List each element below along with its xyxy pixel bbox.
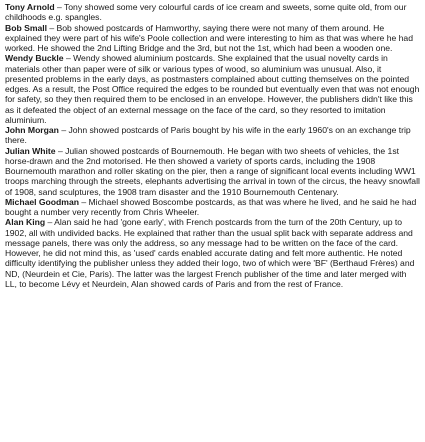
speaker-name: Tony Arnold bbox=[5, 2, 55, 12]
entry-john-morgan bbox=[5, 125, 420, 146]
entry-text: – John showed postcards of Paris bought by his wife in the early 1960's on an exchange trip there. bbox=[5, 125, 411, 146]
entry-julian-white bbox=[5, 146, 420, 197]
speaker-name: John Morgan bbox=[5, 125, 59, 135]
entry-tony-arnold bbox=[5, 2, 420, 23]
speaker-name: Bob Small bbox=[5, 22, 47, 33]
entry-bob-small bbox=[5, 23, 420, 54]
entry-text: – Tony showed some very colourful cards of ice cream and sweets, some quite old, from our childhoods e.g. spangles. bbox=[5, 2, 407, 23]
speaker-name: Alan King bbox=[5, 217, 46, 228]
speaker-name: Julian White bbox=[5, 145, 56, 156]
entry-text: – Julian showed postcards of Bournemouth. He began with two sheets of vehicles, the 1st horse-drawn and the 2nd motorised. He then showed a variety of sports cards, including the 1908 Bournemouth marathon and roller skating on the pier, then a range of significant local events including WW1 troops marching through the streets, elephants advertising the arrival in town of the circus, the heavy snowfall of 1908, sand sculptures, the 1908 tram disaster and the 1910 Bournemouth Centenary. bbox=[5, 145, 420, 197]
entry-text: – Alan said he had 'gone early', with French postcards from the turn of the 20th Century, up to 1902, all with undivided backs. He explained that rather than the usual split back with separate address and message panels, there was only the address, so any message had to be written on the face of the card. However, he did not mind this, as 'used' cards enabled accurate dating and felt more authentic. He noted difficulty identifying the publisher unless they added their logo, two of which were 'BF' (Berthaud Frères) and ND, (Neurdein et Cie, Paris). The latter was the largest French publisher of the time and later merged with LL, to become Lévy et Neurdein, Alan showed cards of Paris and from the rest of France. bbox=[5, 217, 415, 289]
entry-text: – Michael showed Boscombe postcards, as that was where he lived, and he said he had bought a number very recently from Chris Wheeler. bbox=[5, 196, 417, 217]
speaker-name: Wendy Buckle bbox=[5, 53, 64, 64]
entry-wendy-buckle bbox=[5, 53, 420, 125]
entry-text: – Wendy showed aluminium postcards. She explained that the usual novelty cards in materials other than paper were of silk or various types of wood, so aluminium was unusual. Also, it presented problems in the early days, as postmasters complained about cutting themselves on the pointed edges. As a result, the Post Office required the edges to be rounded but eventually even that was not enough for safety, so they then required them to be enclosed in an envelope. However, the publishers didn't like this as it defeated the object of an external message on the face of the card, so they resorted to imitation aluminium. bbox=[5, 53, 420, 125]
entry-michael-goodman bbox=[5, 197, 420, 218]
speaker-name: Michael Goodman bbox=[5, 196, 79, 207]
entry-alan-king bbox=[5, 217, 420, 289]
entry-text: – Bob showed postcards of Hamworthy, saying there were not many of them around. He explained they were part of his wife's Poole collection and were interesting to him as that was where he had worked. He showed the 2nd Lifting Bridge and the 3rd, but not the 1st, which had been a wooden one. bbox=[5, 22, 413, 53]
